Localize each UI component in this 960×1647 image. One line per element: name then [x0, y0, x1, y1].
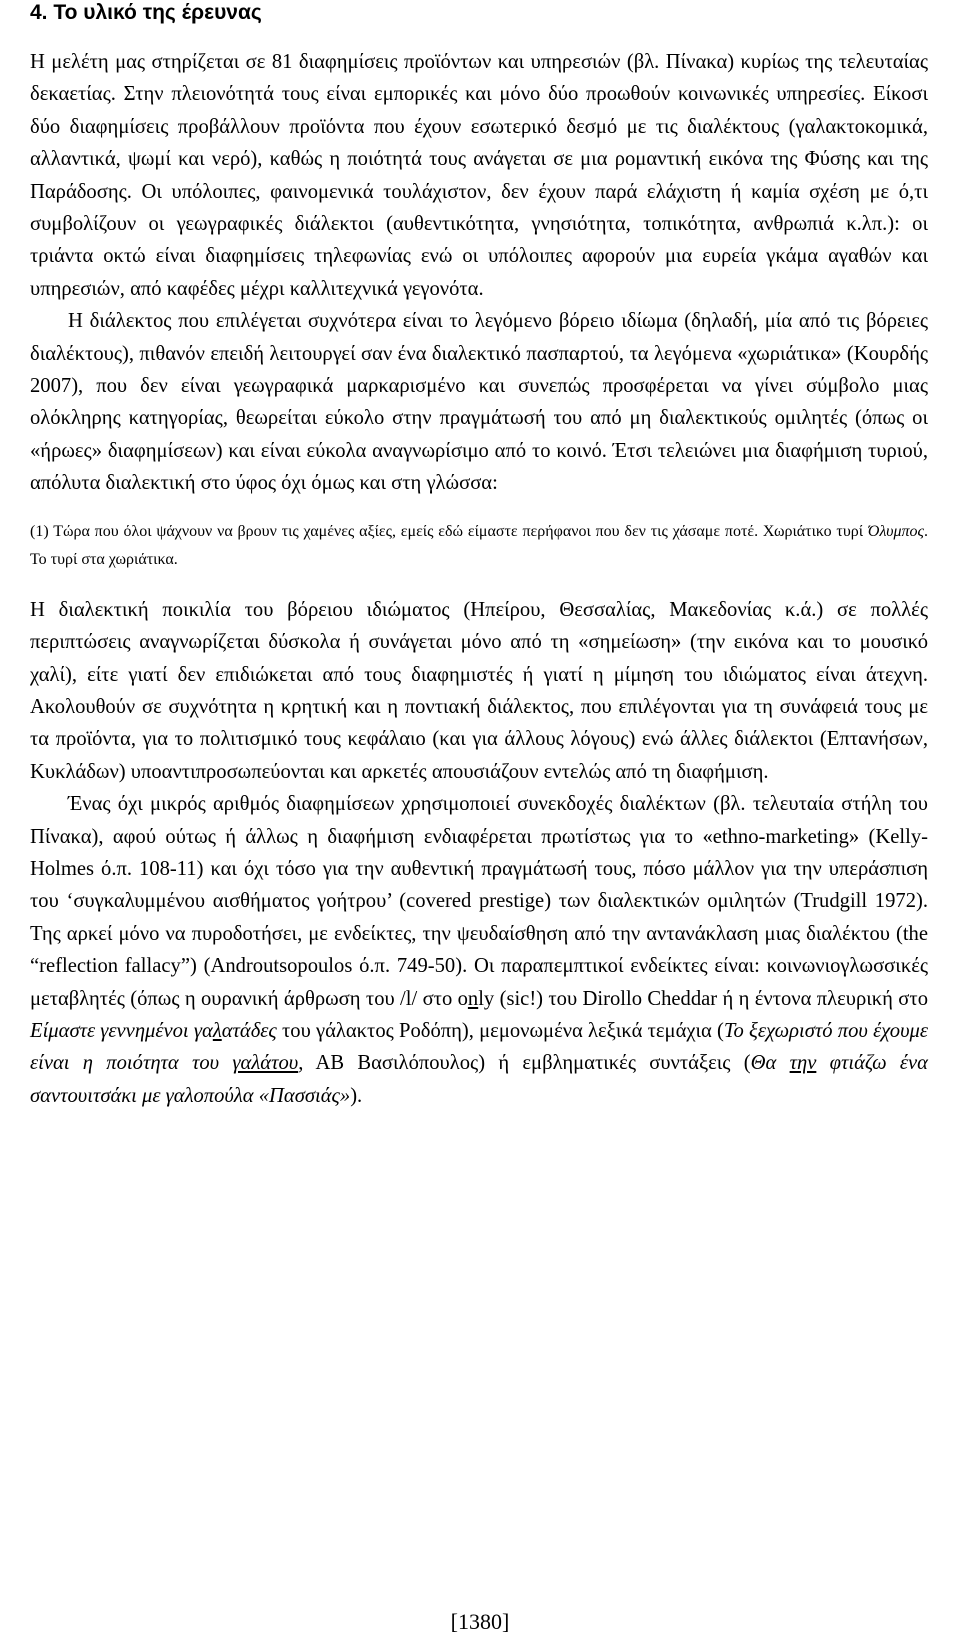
paragraph-3-text: Η διαλεκτική ποικιλία του βόρειου ιδιώματος (Ηπείρου, Θεσσαλίας, Μακεδονίας κ.ά.) σε πολλές περιπτώσεις αναγνωρίζεται δύσκολα ή συνάγεται μόνο από τη «σημείωση» (την εικόνα και το μουσικό χαλί), είτε γιατί δεν επιδιώκεται από τους διαφημιστές ή γιατί η μίμηση του ιδιώματος είναι άτεχνη. Ακολουθούν σε συχνότητα η κρητική και η ποντιακή διάλεκτος, που επιλέγονται για τη συνάφειά τους με τα προϊόντα, για το πολιτισμικό τους κεφάλαιο (και για άλλους λόγους) ενώ άλλες διάλεκτοι (Επτανήσων, Κυκλάδων) υποαντιπροσωπεύονται και αρκετές απουσιάζουν εντελώς από τη διαφήμιση. — [30, 598, 928, 783]
section-heading: 4. Το υλικό της έρευνας — [30, 1, 262, 24]
document-page — [30, 0, 928, 1112]
underlined-lambda: λ — [212, 1019, 222, 1042]
paragraph-4-text-c: του γάλακτος Ροδόπη), μεμονωμένα λεξικά τεμάχια ( — [276, 1019, 724, 1042]
italic-phrase: Θα — [750, 1052, 790, 1075]
paragraph-3 — [30, 594, 928, 788]
example-text-end: . Το τυρί στα χωριάτικα. — [30, 522, 928, 568]
underlined-word: γαλάτου — [232, 1052, 299, 1075]
page-number: [1380] — [450, 1609, 510, 1634]
italic-slogan: Είμαστε γεννημένοι γα — [30, 1019, 213, 1042]
italic-phrase-end: φτιάζω ένα σαντουιτσάκι με γαλοπούλα «Πασσιάς» — [30, 1052, 928, 1107]
underlined-article: την — [789, 1052, 817, 1075]
paragraph-4-text: Ένας όχι μικρός αριθμός διαφημίσεων χρησιμοποιεί συνεκδοχές διαλέκτων (βλ. τελευταία στήλη του Πίνακα), αφού ούτως ή άλλως η διαφήμιση ενδιαφέρεται πρωτίστως για το «ethno-marketing» (Kelly-Holmes ό.π. 108-11) και όχι τόσο για την αυθεντική πραγμάτωσή τους, πόσο μάλλον για την υπεράσπιση του ‘συγκαλυμμένου αισθήματος γοήτρου’ (covered prestige) των διαλεκτικών ομιλητών (Trudgill 1972). Της αρκεί μόνο να πυροδοτήσει, με ενδείκτες, την ψευδαίσθηση από την αντανάκλαση μιας διαλέκτου (the “reflection fallacy”) (Androutsopoulos ό.π. 749-50). Οι παραπεμπτικοί ενδείκτες είναι: κοινωνιογλωσσικές μεταβλητές (όπως η ουρανική άρθρωση του /l/ στο o — [30, 793, 928, 1010]
example-text: (1) Τώρα που όλοι ψάχνουν να βρουν τις χαμένες αξίες, εμείς εδώ είμαστε περήφανοι που δεν τις χάσαμε ποτέ. Χωριάτικο τυρί — [30, 522, 868, 540]
example-brand: Όλυμπος — [867, 522, 924, 540]
paragraph-2-text: Η διάλεκτος που επιλέγεται συχνότερα είναι το λεγόμενο βόρειο ιδίωμα (δηλαδή, μία από τις βόρειες διαλέκτους), πιθανόν επειδή λειτουργεί σαν ένα διαλεκτικό πασπαρτού, τα λεγόμενα «χωριάτικα» (Κουρδής 2007), που δεν είναι γεωγραφικά μαρκαρισμένο και συνεπώς προσφέρεται να γίνει σύμβολο μιας ολόκληρης κατηγορίας, θεωρείται εύκολο στην πραγμάτωσή του από μη διαλεκτικούς ομιλητές (όπως οι «ήρωες» διαφημίσεων) και είναι εύκολα αναγνωρίσιμο από το κοινό. Έτσι τελειώνει μια διαφήμιση τυριού, απόλυτα διαλεκτική στο ύφος όχι όμως και στη γλώσσα: — [30, 310, 928, 495]
example-1 — [30, 518, 928, 574]
paragraph-1-text: Η μελέτη μας στηρίζεται σε 81 διαφημίσεις προϊόντων και υπηρεσιών (βλ. Πίνακα) κυρίως της τελευταίας δεκαετίας. Στην πλειονότητά τους είναι εμπορικές και μόνο δύο προωθούν κοινωνικές υπηρεσίες. Είκοσι δύο διαφημίσεις προβάλλουν προϊόντα που έχουν εσωτερικό δεσμό με τις διαλέκτους (γαλακτοκομικά, αλλαντικά, ψωμί και νερό), καθώς η ποιότητά τους ανάγεται σε μια ρομαντική εικόνα της Φύσης και της Παράδοσης. Οι υπόλοιπες, φαινομενικά τουλάχιστον, δεν έχουν παρά ελάχιστη ή καμία σχέση με ό,τι συμβολίζουν οι γεωγραφικές διάλεκτοι (αυθεντικότητα, γνησιότητα, τοπικότητα, ανθρωπιά κ.λπ.): οι τριάντα οκτώ είναι διαφημίσεις τηλεφωνίας ενώ οι υπόλοιπες αφορούν μια ευρεία γκάμα αγαθών και υπηρεσιών, από καφέδες μέχρι καλλιτεχνικά γεγονότα. — [30, 51, 928, 300]
underlined-n: n — [467, 987, 479, 1010]
paragraph-4-text-e: ). — [350, 1084, 363, 1107]
paragraph-1 — [30, 46, 928, 305]
paragraph-2 — [30, 305, 928, 499]
italic-quote: Το ξεχωριστό που έχουμε είναι η ποιότητα του — [30, 1019, 929, 1075]
paragraph-4-text-d: , ΑΒ Βασιλόπουλος) ή εμβληματικές συντάξεις ( — [298, 1052, 751, 1075]
paragraph-4-text-b: ly (sic!) του Dirollo Cheddar ή η έντονα πλευρική στο — [478, 987, 928, 1010]
italic-slogan-end: ατάδες — [221, 1019, 277, 1042]
paragraph-4 — [30, 788, 928, 1112]
